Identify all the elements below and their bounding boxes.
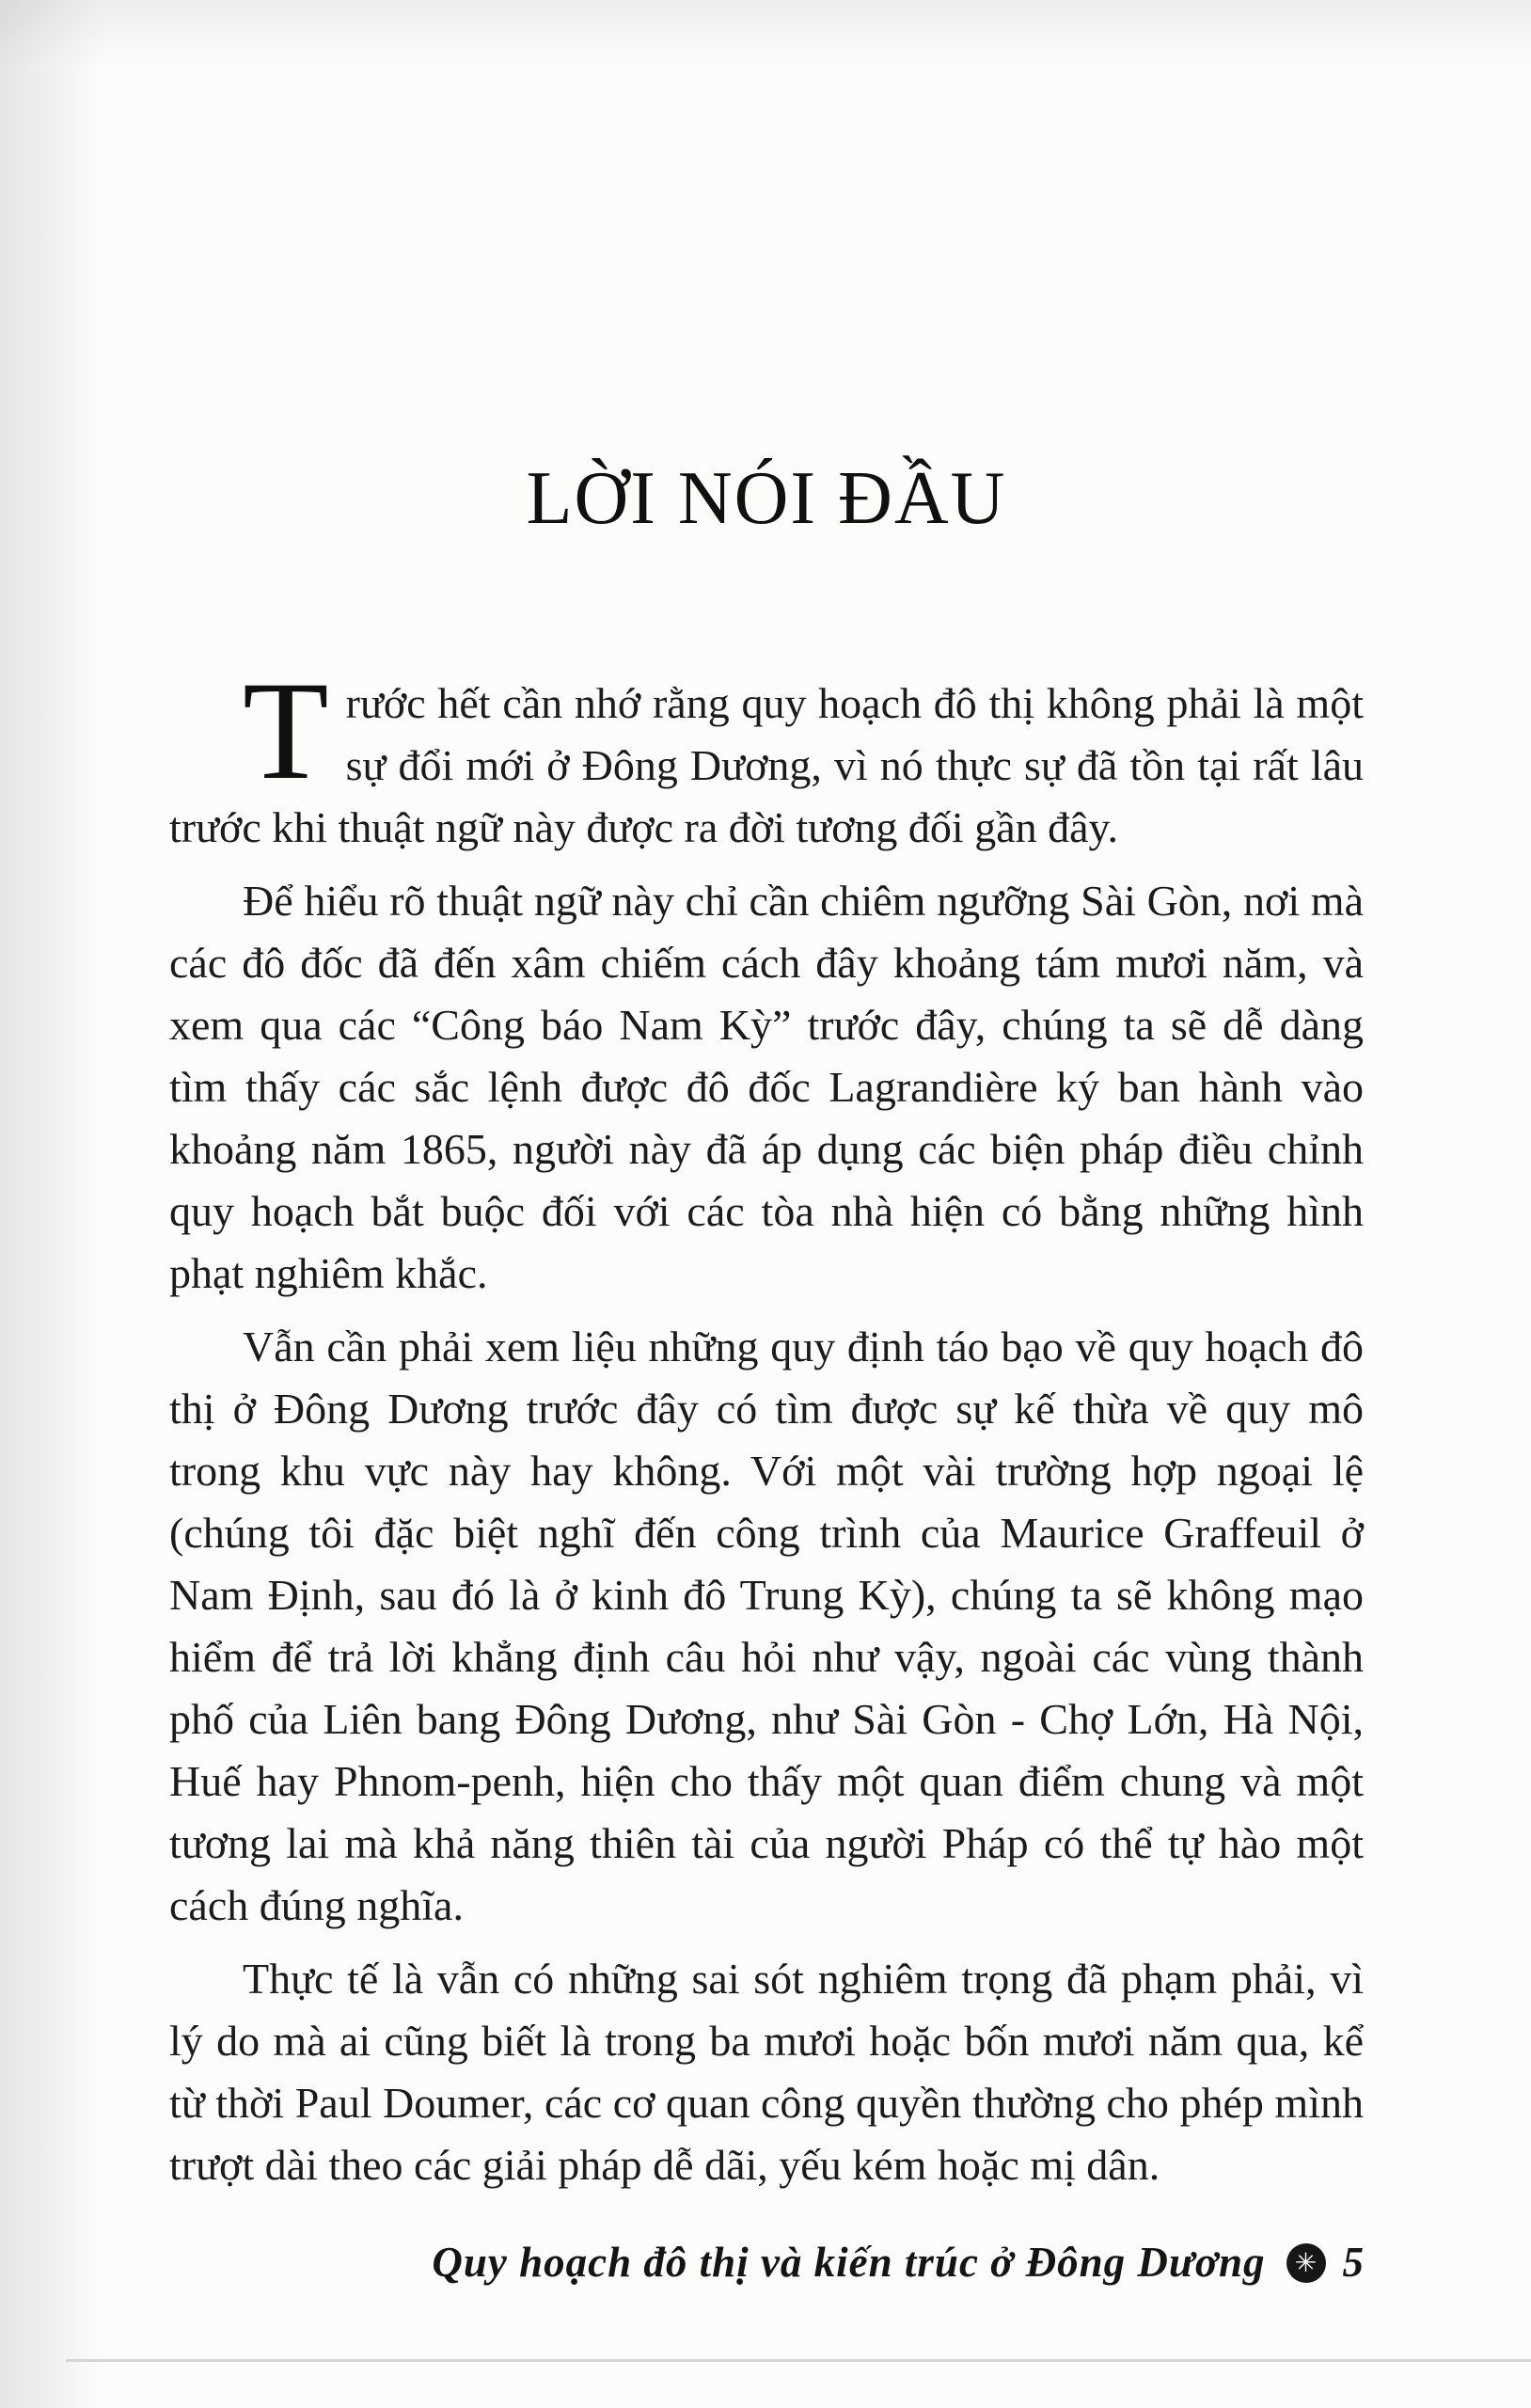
paragraph [169,1948,1364,2196]
running-title: Quy hoạch đô thị và kiến trúc ở Đông Dương [432,2239,1266,2286]
page-number: 5 [1342,2239,1364,2286]
paragraph [169,653,1364,859]
flower-ornament-glyph: ✳ [1294,2247,1318,2278]
paragraph-text: rước hết cần nhớ rằng quy hoạch đô thị không phải là một sự đổi mới ở Đông Dương, vì nó thực sự đã tồn tại rất lâu trước khi thuật ngữ này được ra đời tương đối gần đây. [169,679,1364,851]
scan-shadow-left [0,0,103,2408]
body-text [169,653,1364,2196]
paragraph-text: Vẫn cần phải xem liệu những quy định táo bạo về quy hoạch đô thị ở Đông Dương trước đây có tìm được sự kế thừa về quy mô trong khu vực này hay không. Với một vài trường hợp ngoại lệ (chúng tôi đặc biệt nghĩ đến công trình của Maurice Graffeuil ở Nam Định, sau đó là ở kinh đô Trung Kỳ), chúng ta sẽ không mạo hiểm để trả lời khẳng định câu hỏi như vậy, ngoài các vùng thành phố của Liên bang Đông Dương, như Sài Gòn - Chợ Lớn, Hà Nội, Huế hay Phnom-penh, hiện cho thấy một quan điểm chung và một tương lai mà khả năng thiên tài của người Pháp có thể tự hào một cách đúng nghĩa. [169,1323,1364,1929]
paragraph [169,870,1364,1305]
paragraph-text: Để hiểu rõ thuật ngữ này chỉ cần chiêm ngưỡng Sài Gòn, nơi mà các đô đốc đã đến xâm chiếm cách đây khoảng tám mươi năm, và xem qua các “Công báo Nam Kỳ” trước đây, chúng ta sẽ dễ dàng tìm thấy các sắc lệnh được đô đốc Lagrandière ký ban hành vào khoảng năm 1865, người này đã áp dụng các biện pháp điều chỉnh quy hoạch bắt buộc đối với các tòa nhà hiện có bằng những hình phạt nghiêm khắc. [169,877,1364,1297]
paragraph [169,1316,1364,1937]
dropcap-letter: T [243,653,329,809]
running-footer [169,2237,1364,2288]
scan-edge-line [66,2359,1531,2362]
flower-ornament-icon [1286,2243,1326,2283]
page-content [169,0,1364,2208]
paragraph-text: Thực tế là vẫn có những sai sót nghiêm trọng đã phạm phải, vì lý do mà ai cũng biết là trong ba mươi hoặc bốn mươi năm qua, kể từ thời Paul Doumer, các cơ quan công quyền thường cho phép mình trượt dài theo các giải pháp dễ dãi, yếu kém hoặc mị dân. [169,1955,1364,2189]
chapter-title: LỜI NÓI ĐẦU [526,457,1007,540]
